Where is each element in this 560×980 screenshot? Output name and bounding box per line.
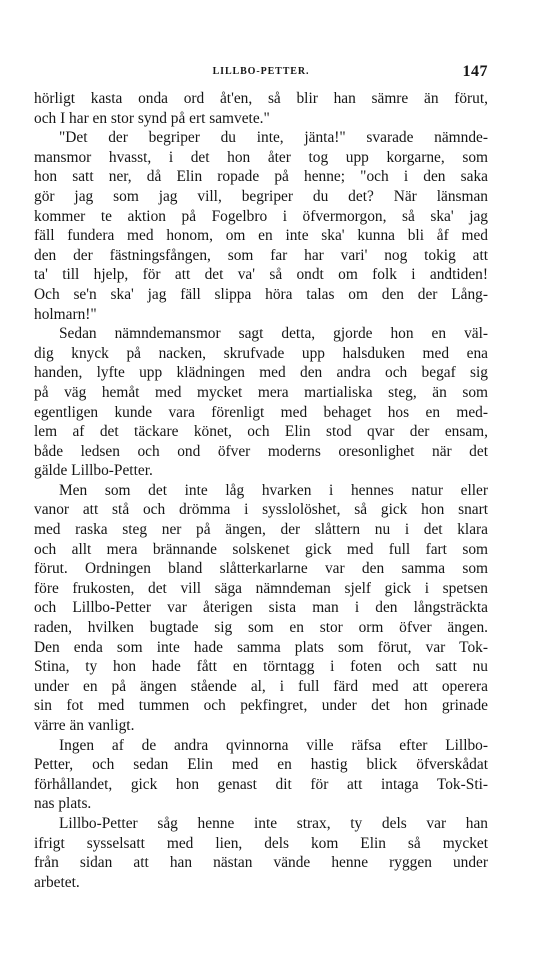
text-line: [34, 344, 488, 364]
line-text: "Det der begriper du inte, jänta!" svarade nämnde-: [59, 129, 488, 147]
line-text: vanor att stå och drömma i sysslolöshet, så gick hon snart: [34, 501, 488, 519]
text-line: [34, 207, 488, 227]
paragraph: [34, 324, 488, 481]
line-text: både ledsen och ond öfver moderns oresonlighet när det: [34, 442, 488, 460]
line-text: kommer te aktion på Fogelbro i öfvermorgon, så ska' jag: [34, 207, 488, 225]
line-text: värre än vanligt.: [34, 717, 135, 734]
text-line: [34, 834, 488, 854]
text-line: [34, 89, 488, 109]
text-line: [34, 657, 488, 677]
line-text: hörligt kasta onda ord åt'en, så blir han sämre än förut,: [34, 90, 488, 107]
line-text: under en på ängen stående al, i full färd med att operera: [34, 677, 488, 695]
text-line: [34, 853, 488, 873]
text-line: [34, 128, 488, 148]
line-text: Men som det inte låg hvarken i hennes natur eller: [59, 481, 488, 499]
text-line: [34, 461, 488, 481]
line-text: Stina, ty hon hade fått en törntagg i foten och satt nu: [34, 658, 488, 676]
text-line: [34, 775, 488, 795]
line-text: Sedan nämndemansmor sagt detta, gjorde hon en väl-: [59, 325, 488, 343]
text-line: [34, 677, 488, 697]
text-line: [34, 167, 488, 187]
paragraph: [34, 128, 488, 324]
paragraph: [34, 481, 488, 736]
text-line: [34, 873, 488, 893]
text-line: [34, 324, 488, 344]
line-text: Och se'n ska' jag fäll slippa höra talas om den der Lång-: [34, 285, 488, 303]
page-number: 147: [462, 63, 488, 80]
line-text: fäll fundera med honom, om en inte ska' kunna bli åf med: [34, 227, 488, 245]
text-line: [34, 363, 488, 383]
line-text: sin fot med tummen och pekfingret, under det hon grinade: [34, 697, 488, 715]
line-text: dig knyck på nacken, skrufvade upp halsduken med ena: [34, 344, 488, 362]
text-line: [34, 500, 488, 520]
line-text: från sidan att han nästan vände henne ryggen under: [34, 854, 488, 872]
text-line: [34, 403, 488, 423]
running-header: [34, 63, 488, 83]
paragraph: [34, 89, 488, 128]
text-line: [34, 246, 488, 266]
text-line: [34, 579, 488, 599]
text-line: [34, 696, 488, 716]
line-text: och allt mera brännande solskenet gick med full fart som: [34, 540, 488, 558]
body-text: [34, 89, 488, 892]
line-text: ta' till hjelp, för att det va' så ondt om folk i andtiden!: [34, 266, 488, 284]
text-line: [34, 148, 488, 168]
text-line: [34, 481, 488, 501]
line-text: på väg hemåt med mycket mera martialiska steg, än som: [34, 383, 488, 401]
line-text: gör jag som jag vill, begriper du det? När länsman: [34, 187, 488, 205]
line-text: och I har en stor synd på ert samvete.": [34, 109, 270, 127]
text-line: [34, 187, 488, 207]
line-text: förut. Ordningen bland slåtterkarlarne var den samma som: [34, 560, 488, 578]
text-line: [34, 520, 488, 540]
line-text: nas plats.: [34, 795, 92, 813]
text-line: [34, 618, 488, 638]
text-line: [34, 265, 488, 285]
text-line: [34, 383, 488, 403]
line-text: gälde Lillbo-Petter.: [34, 462, 153, 480]
text-line: [34, 638, 488, 658]
line-text: raden, hvilken bugtade sig som en stor orm öfver ängen.: [34, 619, 488, 637]
paragraph: [34, 814, 488, 892]
line-text: Lillbo-Petter såg henne inte strax, ty dels var han: [59, 814, 488, 832]
text-line: [34, 305, 488, 325]
text-line: [34, 755, 488, 775]
line-text: lem af det täckare könet, och Elin stod qvar der ensam,: [34, 423, 488, 441]
line-text: mansmor hvasst, i det hon åter tog upp korgarne, som: [34, 148, 488, 166]
text-line: [34, 736, 488, 756]
text-line: [34, 285, 488, 305]
line-text: handen, lyfte upp klädningen med den andra och begaf sig: [34, 364, 488, 382]
text-line: [34, 226, 488, 246]
line-text: Ingen af de andra qvinnorna ville räfsa efter Lillbo-: [59, 736, 488, 754]
line-text: den der fästningsfången, som far har vari' nog tokig att: [34, 246, 488, 264]
text-line: [34, 109, 488, 129]
text-line: [34, 794, 488, 814]
line-text: Den enda som inte hade samma plats som förut, var Tok-: [34, 638, 488, 656]
line-text: egentligen kunde vara förenligt med behaget hos en med-: [34, 403, 488, 421]
text-line: [34, 559, 488, 579]
line-text: hon satt ner, då Elin ropade på henne; "och i den saka: [34, 168, 488, 186]
text-line: [34, 442, 488, 462]
line-text: Petter, och sedan Elin med en hastig blick öfverskådat: [34, 756, 488, 774]
line-text: och Lillbo-Petter var återigen sista man i den långsträckta: [34, 599, 488, 617]
running-title: LILLBO-PETTER.: [212, 66, 310, 77]
text-line: [34, 814, 488, 834]
text-line: [34, 598, 488, 618]
line-text: med raska steg ner på ängen, der slåttern nu i det klara: [34, 521, 488, 539]
text-line: [34, 716, 488, 736]
paragraph: [34, 736, 488, 814]
line-text: före frukosten, det vill säga nämndeman sjelf gick i spetsen: [34, 579, 488, 597]
text-line: [34, 422, 488, 442]
line-text: förhållandet, gick hon genast dit för att intaga Tok-Sti-: [34, 775, 488, 793]
line-text: arbetet.: [34, 873, 80, 891]
line-text: holmarn!": [34, 305, 97, 323]
text-line: [34, 540, 488, 560]
line-text: ifrigt sysselsatt med lien, dels kom Elin så mycket: [34, 834, 488, 852]
